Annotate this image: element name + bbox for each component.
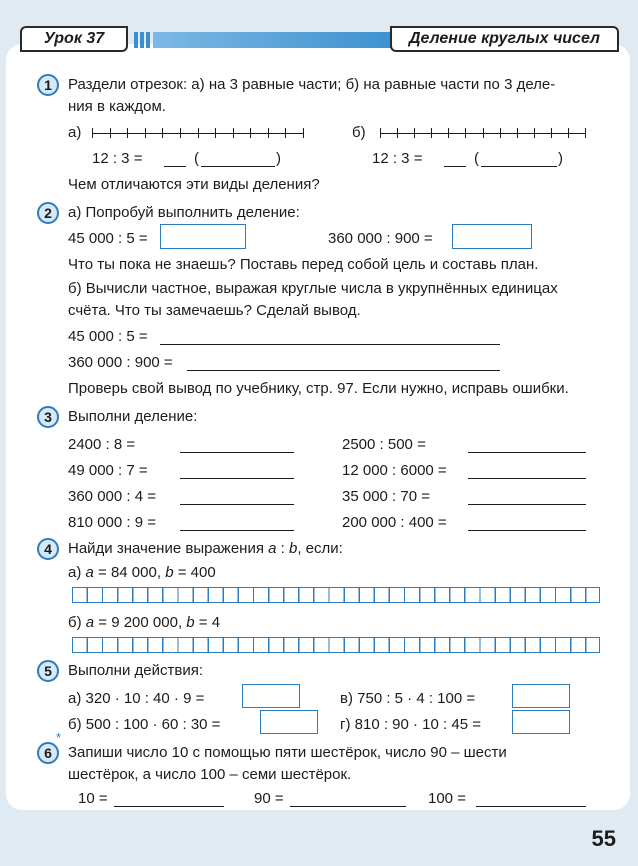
paren-open: (	[194, 150, 199, 167]
task3-left-2: 49 000 : 7 =	[68, 462, 148, 479]
task6-line2: шестёрок, а число 100 – семи шестёрок.	[68, 766, 352, 783]
answer-blank[interactable]	[201, 166, 275, 167]
answer-box[interactable]	[260, 710, 318, 734]
case-label: а)	[68, 564, 86, 581]
header-stripe	[146, 32, 150, 48]
segment-tick	[397, 128, 398, 138]
task3-right-4: 200 000 : 400 =	[342, 514, 447, 531]
task-number: 4	[37, 538, 59, 560]
var-b: b	[165, 564, 174, 581]
segment-tick	[483, 128, 484, 138]
page-number: 55	[591, 826, 616, 851]
task2-b-line1: б) Вычисли частное, выражая круглые числа в укрупнённых единицах	[68, 280, 558, 297]
task1-text-line1: Раздели отрезок: а) на 3 равные части; б) на равные части по 3 деле-	[68, 76, 556, 93]
answer-line[interactable]	[180, 452, 294, 453]
var-a: a	[268, 540, 277, 557]
answer-box[interactable]	[160, 224, 246, 249]
task4-title-post: , если:	[297, 540, 343, 557]
segment-tick	[431, 128, 432, 138]
task4-title-pre: Найди значение выражения	[68, 540, 269, 557]
segment-tick	[198, 128, 199, 138]
case-b-b-value: = 4	[198, 614, 221, 631]
segment-tick	[127, 128, 128, 138]
segment-tick	[585, 128, 586, 138]
answer-line[interactable]	[114, 806, 224, 807]
task2-plan: Что ты пока не знаешь? Поставь перед собой цель и составь план.	[68, 256, 539, 273]
task-number: 2	[37, 202, 59, 224]
task6-e10: 10 =	[78, 790, 108, 807]
answer-line[interactable]	[180, 504, 294, 505]
segment-tick	[534, 128, 535, 138]
expr-a: 12 : 3 =	[92, 150, 143, 167]
header-stripe	[140, 32, 144, 48]
segment-tick	[303, 128, 304, 138]
answer-line[interactable]	[160, 344, 500, 345]
task2-calc2: 360 000 : 900 =	[68, 354, 173, 371]
task3-right-1: 2500 : 500 =	[342, 436, 426, 453]
segment-tick	[568, 128, 569, 138]
task5-d: г) 810 : 90 · 10 : 45 =	[340, 716, 481, 733]
case-a-b-value: = 400	[177, 564, 216, 581]
segment-b-label: б)	[352, 124, 366, 141]
answer-box[interactable]	[512, 684, 570, 708]
var-a: a	[85, 614, 95, 631]
var-a: a	[85, 564, 94, 581]
answer-line[interactable]	[290, 806, 406, 807]
task5-a: а) 320 · 10 : 40 · 9 =	[68, 690, 205, 707]
task3-left-3: 360 000 : 4 =	[68, 488, 156, 505]
answer-line[interactable]	[187, 370, 500, 371]
expr-b: 12 : 3 =	[372, 150, 423, 167]
segment-a[interactable]	[92, 126, 304, 140]
segment-tick	[551, 128, 552, 138]
segment-tick	[285, 128, 286, 138]
task3-right-3: 35 000 : 70 =	[342, 488, 430, 505]
segment-tick	[162, 128, 163, 138]
segment-tick	[233, 128, 234, 138]
paren-close: )	[276, 150, 281, 167]
answer-cells[interactable]	[72, 587, 600, 603]
case-label: б)	[68, 614, 86, 631]
answer-line[interactable]	[468, 452, 586, 453]
answer-line[interactable]	[468, 530, 586, 531]
answer-line[interactable]	[476, 806, 586, 807]
task5-c: в) 750 : 5 · 4 : 100 =	[340, 690, 476, 707]
task1-text-line2: ния в каждом.	[68, 98, 166, 115]
task4-case-a	[68, 564, 216, 582]
task6-e100: 100 =	[428, 790, 466, 807]
segment-tick	[215, 128, 216, 138]
task4-title-mid: :	[276, 540, 289, 557]
answer-line[interactable]	[468, 504, 586, 505]
task2-ex1: 45 000 : 5 =	[68, 230, 148, 247]
segment-tick	[145, 128, 146, 138]
task1-question: Чем отличаются эти виды деления?	[68, 176, 320, 193]
answer-line[interactable]	[180, 530, 294, 531]
task4-title	[68, 540, 343, 558]
task5-title: Выполни действия:	[68, 662, 203, 679]
task3-right-2: 12 000 : 6000 =	[342, 462, 447, 479]
task-number: 3	[37, 406, 59, 428]
task-number: 1	[37, 74, 59, 96]
case-b-value: = 9 200 000,	[98, 614, 183, 631]
topic-title: Деление круглых чисел	[390, 26, 619, 52]
task3-title: Выполни деление:	[68, 408, 198, 425]
answer-box[interactable]	[242, 684, 300, 708]
task2-intro: а) Попробуй выполнить деление:	[68, 204, 300, 221]
answer-blank[interactable]	[444, 166, 466, 167]
answer-blank[interactable]	[481, 166, 557, 167]
task2-b-line2: счёта. Что ты замечаешь? Сделай вывод.	[68, 302, 361, 319]
answer-line[interactable]	[468, 478, 586, 479]
paren-open: (	[474, 150, 479, 167]
segment-tick	[448, 128, 449, 138]
segment-a-label: а)	[68, 124, 82, 141]
task6-line1: Запиши число 10 с помощью пяти шестёрок, число 90 – шести	[68, 744, 507, 761]
answer-line[interactable]	[180, 478, 294, 479]
segment-tick	[465, 128, 466, 138]
segment-tick	[92, 128, 93, 138]
lesson-label: Урок 37	[20, 26, 128, 52]
task-number: 5	[37, 660, 59, 682]
header-bar	[20, 26, 620, 52]
task5-b: б) 500 : 100 · 60 : 30 =	[68, 716, 221, 733]
segment-tick	[414, 128, 415, 138]
segment-tick	[110, 128, 111, 138]
task3-left-1: 2400 : 8 =	[68, 436, 136, 453]
var-b: b	[288, 540, 298, 557]
header-band	[153, 32, 408, 48]
paren-close: )	[558, 150, 563, 167]
segment-tick	[500, 128, 501, 138]
segment-b[interactable]	[380, 126, 586, 140]
case-a-value: = 84 000,	[98, 564, 162, 581]
answer-box[interactable]	[512, 710, 570, 734]
task2-calc1: 45 000 : 5 =	[68, 328, 148, 345]
task2-ex2: 360 000 : 900 =	[328, 230, 433, 247]
segment-tick	[180, 128, 181, 138]
answer-blank[interactable]	[164, 166, 186, 167]
segment-tick	[250, 128, 251, 138]
answer-cells[interactable]	[72, 637, 600, 653]
task3-left-4: 810 000 : 9 =	[68, 514, 156, 531]
segment-tick	[268, 128, 269, 138]
task-number: 6	[37, 742, 59, 764]
var-b: b	[186, 614, 195, 631]
header-stripe	[134, 32, 138, 48]
segment-tick	[517, 128, 518, 138]
answer-box[interactable]	[452, 224, 532, 249]
task2-check: Проверь свой вывод по учебнику, стр. 97. Если нужно, исправь ошибки.	[68, 380, 569, 397]
task6-e90: 90 =	[254, 790, 284, 807]
segment-tick	[380, 128, 381, 138]
task4-case-b	[68, 614, 220, 632]
star-icon: *	[56, 730, 62, 745]
